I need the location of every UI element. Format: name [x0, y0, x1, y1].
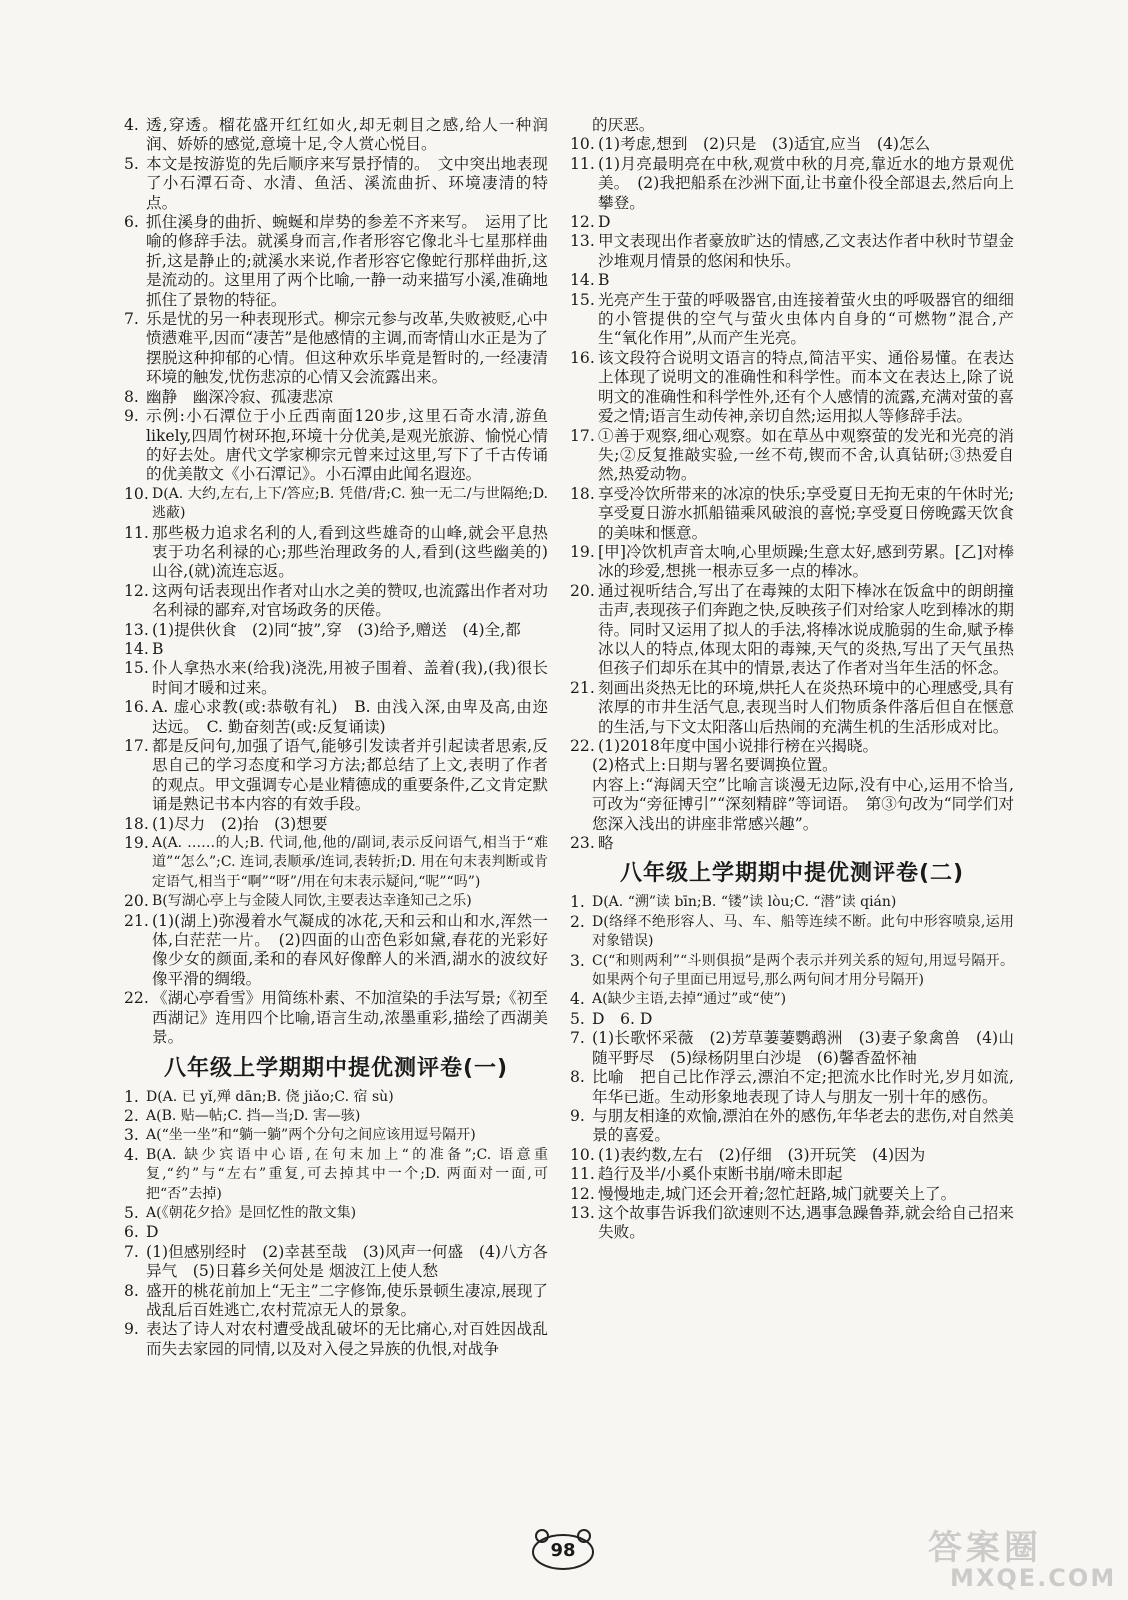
- answer-number: 13.: [570, 1203, 595, 1222]
- answer-number: 22.: [124, 989, 149, 1008]
- left-column: [124, 116, 548, 1359]
- answer-item: [570, 1185, 1014, 1204]
- answer-number: 5.: [570, 1009, 585, 1028]
- answer-item: [570, 349, 1014, 427]
- answer-number: 11.: [570, 1165, 595, 1184]
- answer-text: A(缺少主语,去掉“通过”或“使”): [592, 991, 787, 1008]
- answer-text: C(“和则两利”“斗则俱损”是两个表示并列关系的短句,用逗号隔开。如果两个句子里面已用逗号,那么两句间才用分号隔开): [592, 952, 1014, 989]
- answer-item: [570, 1107, 1014, 1146]
- answer-text: 这个故事告诉我们欲速则不达,遇事急躁鲁莽,就会给自己招来失败。: [598, 1203, 1014, 1242]
- answer-item: [570, 543, 1014, 582]
- answer-item: [570, 291, 1014, 349]
- answer-item: [124, 485, 548, 524]
- answer-number: 9.: [570, 1106, 585, 1125]
- answer-text: ①善于观察,细心观察。如在草丛中观察萤的发光和光亮的消失;②反复推敲实验,一丝不苟,锲而不舍,认真钻研;③热爱自然,热爱动物。: [598, 426, 1014, 484]
- answer-text: (1)但感别经时 (2)幸甚至哉 (3)风声一何盛 (4)八方各异气 (5)日暮乡关何处是 烟波江上使人愁: [146, 1242, 548, 1281]
- answer-text: 那些极力追求名利的人,看到这些雄奇的山峰,就会平息热衷于功名利禄的心;那些治理政务的人,看到(这些幽美的)山谷,(就)流连忘返。: [152, 523, 548, 581]
- answer-item: [570, 271, 1014, 290]
- answer-item: [570, 1068, 1014, 1107]
- answer-text: 比喻 把自己比作浮云,漂泊不定;把流水比作时光,岁月如流,年华已逝。生动形象地表现了诗人与朋友一别十年的感伤。: [592, 1068, 1014, 1106]
- answer-text: 刻画出炎热无比的环境,烘托人在炎热环境中的心理感受,具有浓厚的市井生活气息,表现当时人们物质条件落后但自在惬意的生活,与下文太阳落山后热闹的充满生机的生活形成对比。: [598, 678, 1014, 736]
- answer-number: 20.: [124, 892, 149, 911]
- answer-text: (1)(湖上)弥漫着水气凝成的冰花,天和云和山和水,浑然一体,白茫茫一片。 (2)四面的山峦色彩如黛,春花的光彩好像少女的颜面,柔和的春风好像醉人的米酒,湖水的波纹好像平滑的绸缎。: [152, 911, 548, 988]
- answer-item: [570, 990, 1014, 1009]
- answer-number: 8.: [124, 1281, 139, 1300]
- answer-item: [570, 834, 1014, 853]
- answer-number: 3.: [124, 1126, 139, 1145]
- answer-text: (1)提供伙食 (2)同“披”,穿 (3)给予,赠送 (4)全,都: [152, 620, 521, 639]
- page-number: 98: [550, 1539, 576, 1561]
- answer-text: 幽静 幽深冷寂、孤凄悲凉: [146, 387, 334, 406]
- answer-item: [124, 640, 548, 659]
- answer-item: [124, 892, 548, 911]
- answer-item: [124, 1320, 548, 1359]
- answer-item: [570, 427, 1014, 485]
- answer-text: 慢慢地走,城门还会开着;忽忙赶路,城门就要关上了。: [598, 1184, 957, 1203]
- answer-text: 乐是忧的另一种表现形式。柳宗元参与改革,失败被贬,心中愤懑难平,因而“凄苦”是他感情的主调,而寄情山水正是为了摆脱这种抑郁的心情。但这种欢乐毕竟是暂时的,一经凄清环境的触发,忧伤悲凉的心情又会流露出来。: [146, 310, 548, 387]
- answer-text: (1)尽力 (2)抬 (3)想要: [152, 814, 328, 833]
- answer-item: [124, 213, 548, 310]
- answer-text: 仆人拿热水来(给我)浇洗,用被子围着、盖着(我),(我)很长时间才暖和过来。: [152, 659, 548, 697]
- section-title-midterm-1: 八年级上学期期中提优测评卷(一): [163, 1055, 509, 1081]
- answer-text: D(络绎不绝形容人、马、车、船等连续不断。此句中形容喷泉,运用对象错误): [592, 913, 1014, 950]
- answer-text: 的厌恶。: [592, 116, 655, 134]
- answer-text: 抓住溪身的曲折、蜿蜒和岸势的参差不齐来写。 运用了比喻的修辞手法。就溪身而言,作者形容它像北斗七星那样曲折,这是静止的;就溪水来说,作者形容它像蛇行那样曲折,这是流动的。这里用了两个比喻,一静一动来描写小溪,准确地抓住了景物的特征。: [146, 213, 548, 309]
- answer-item: [570, 679, 1014, 737]
- answer-item: [570, 776, 1014, 834]
- answer-item: [570, 232, 1014, 271]
- answer-item: [570, 155, 1014, 213]
- answer-number: 11.: [124, 523, 149, 542]
- answer-item: [570, 116, 1014, 135]
- answer-number: 2.: [124, 1106, 139, 1125]
- answer-number: 4.: [124, 1145, 139, 1164]
- answer-number: 3.: [570, 951, 585, 970]
- answer-number: 6.: [124, 1223, 139, 1242]
- answer-text: 享受冷饮所带来的冰凉的快乐;享受夏日无拘无束的午休时光;享受夏日游水抓船锚乘风破浪的喜悦;享受夏日傍晚露天饮食的美味和惬意。: [598, 484, 1014, 542]
- answer-item: [570, 1165, 1014, 1184]
- right-column: [570, 116, 1014, 1243]
- answer-item: [124, 912, 548, 990]
- answer-text: [甲]冷饮机声音太响,心里烦躁;生意太好,感到劳累。[乙]对棒冰的珍爱,想挑一根赤豆多一点的棒冰。: [598, 542, 1014, 581]
- answer-number: 12.: [570, 213, 595, 232]
- answer-number: 2.: [570, 912, 585, 931]
- answer-number: 5.: [124, 1203, 139, 1222]
- answer-number: 21.: [124, 911, 149, 930]
- answer-text: 与朋友相逢的欢愉,漂泊在外的感伤,年华老去的悲伤,对自然美景的喜爱。: [592, 1106, 1014, 1145]
- answer-number: 4.: [124, 116, 139, 134]
- answer-text: D: [146, 1223, 159, 1242]
- answer-text: B(写湖心亭上与金陵人同饮,主要表达幸逢知己之乐): [152, 893, 472, 910]
- answer-text: B: [598, 271, 610, 290]
- answer-number: 10.: [570, 1145, 595, 1164]
- answer-text: (1)2018年度中国小说排行榜在兴揭晓。: [598, 737, 879, 755]
- answer-number: 23.: [570, 834, 595, 853]
- answer-item: [570, 135, 1014, 154]
- answer-number: 9.: [124, 407, 139, 426]
- answer-text: 通过视听结合,写出了在毒辣的太阳下棒冰在饭盒中的朗朗撞击声,表现孩子们奔跑之快,反映孩子们对给家人吃到棒冰的期待。同时又运用了拟人的手法,将棒冰说成脆弱的生命,赋予棒冰以人的特点,体现太阳的毒辣,天气的炎热,写出了天气虽热但孩子们却乐在其中的情景,表达了作者对当年生活的怀念。: [598, 581, 1014, 678]
- answer-number: 15.: [124, 659, 149, 678]
- answer-item: [570, 893, 1014, 912]
- answer-number: 12.: [570, 1184, 595, 1203]
- answer-item: [124, 388, 548, 407]
- answer-item: [570, 1010, 1014, 1029]
- answer-number: 13.: [570, 232, 595, 251]
- answer-number: 10.: [570, 135, 595, 154]
- answer-item: [124, 1282, 548, 1321]
- page-number-badge: [528, 1528, 598, 1572]
- answer-number: 10.: [124, 484, 149, 503]
- section-title-midterm-2: 八年级上学期期中提优测评卷(二): [619, 861, 965, 887]
- answer-item: [570, 1146, 1014, 1165]
- midterm-1-answer-list: [124, 1088, 548, 1360]
- answer-item: [570, 485, 1014, 543]
- answer-item: [124, 989, 548, 1047]
- answer-item: [570, 213, 1014, 232]
- midterm-2-answer-list: [570, 893, 1014, 1242]
- answer-number: 7.: [124, 1242, 139, 1261]
- answer-number: 14.: [124, 639, 149, 658]
- answer-item: [570, 1204, 1014, 1243]
- answer-number: 17.: [570, 426, 595, 445]
- answer-number: 16.: [124, 698, 149, 717]
- answer-number: 20.: [570, 581, 595, 600]
- answer-item: [124, 1223, 548, 1242]
- answer-text: D(A. “溯”读 bīn;B. “镂”读 lòu;C. “潜”读 qián): [592, 894, 897, 911]
- answer-number: 7.: [570, 1029, 585, 1048]
- answer-item: [124, 582, 548, 621]
- answer-item: [570, 1029, 1014, 1068]
- answer-number: 19.: [570, 542, 595, 561]
- answer-item: [124, 310, 548, 388]
- answer-item: [124, 1126, 548, 1145]
- answer-number: 13.: [124, 620, 149, 639]
- answer-number: 15.: [570, 290, 595, 309]
- answer-item: [124, 1146, 548, 1204]
- answer-number: 16.: [570, 348, 595, 367]
- answer-item: [570, 756, 1014, 775]
- answer-text: A(A. ……的人;B. 代词,他,他的/副词,表示反问语气,相当于“难道”“怎么”;C. 连词,表顺承/连词,表转折;D. 用在句末表判断或肯定语气,相当于“啊”“呀”/用在句末表示疑问,“呢”“吗”): [152, 835, 548, 890]
- answer-text: 内容上:“海阔天空”比喻言谈漫无边际,没有中心,运用不恰当,可改为“旁征博引”“深刻精辟”等词语。 第③句改为“同学们对您深入浅出的讲座非常感兴趣”。: [592, 775, 1014, 833]
- answer-item: [124, 524, 548, 582]
- answer-text: (2)格式上:日期与署名要调换位置。: [592, 756, 838, 775]
- answer-item: [124, 116, 548, 155]
- answer-item: [570, 582, 1014, 679]
- answer-number: 18.: [570, 484, 595, 503]
- answer-text: 表达了诗人对农村遭受战乱破坏的无比痛心,对百姓因战乱而失去家园的同情,以及对入侵之异族的仇恨,对战争: [146, 1320, 548, 1358]
- answer-item: [124, 834, 548, 892]
- answer-number: 11.: [570, 154, 595, 173]
- answer-text: 趋行及半/小奚仆束断书崩/啼未即起: [598, 1165, 843, 1184]
- answer-number: 8.: [570, 1068, 585, 1087]
- answer-item: [124, 1107, 548, 1126]
- answer-number: 22.: [570, 737, 595, 755]
- answer-text: A(“坐一坐”和“躺一躺”两个分句之间应该用逗号隔开): [146, 1127, 476, 1144]
- answer-item: [124, 737, 548, 815]
- answer-item: [124, 1088, 548, 1107]
- answer-text: 该文段符合说明文语言的特点,简洁平实、通俗易懂。在表达上体现了说明文的准确性和科学性。而本文在表达上,除了说明文的准确性和科学性外,还有个人感情的流露,充满对萤的喜爱之情;语言生动传神,亲切自然;运用拟人等修辞手法。: [598, 348, 1014, 426]
- answer-text: D: [598, 213, 611, 232]
- answer-text: A. 虚心求教(或:恭敬有礼) B. 由浅入深,由卑及高,由迩达远。 C. 勤奋刻苦(或:反复诵读): [152, 698, 548, 736]
- answer-item: [124, 698, 548, 737]
- answer-text: 都是反问句,加强了语气,能够引发读者并引起读者思索,反思自己的学习态度和学习方法;都总结了上文,表明了作者的观点。甲文强调专心是业精德成的重要条件,乙文肯定默诵是熟记书本内容的有效手段。: [152, 737, 548, 814]
- answer-number: 18.: [124, 814, 149, 833]
- answer-text: 光亮产生于萤的呼吸器官,由连接着萤火虫的呼吸器官的细细的小管提供的空气与萤火虫体内自身的“可燃物”混合,产生“氧化作用”,从而产生光亮。: [598, 290, 1014, 348]
- answer-item: [124, 407, 548, 485]
- watermark: [880, 1520, 1120, 1600]
- answer-item: [124, 155, 548, 213]
- answer-text: 透,穿透。榴花盛开红红如火,却无刺目之感,给人一种润润、娇娇的感觉,意境十足,令人赏心悦目。: [146, 116, 548, 154]
- answer-number: 19.: [124, 834, 149, 853]
- answer-number: 4.: [570, 990, 585, 1009]
- answer-text: 示例:小石潭位于小丘西南面120步,这里石奇水清,游鱼likely,四周竹树环抱,环境十分优美,是观光旅游、愉悦心情的好去处。唐代文学家柳宗元曾来过这里,写下了千古传诵的优美散文《小石潭记》。小石潭由此闻名遐迩。: [146, 407, 548, 484]
- answer-number: 14.: [570, 271, 595, 290]
- answer-text: 盛开的桃花前加上“无主”二字修饰,使乐景顿生凄凉,展现了战乱后百姓逃亡,农村荒凉无人的景象。: [146, 1281, 548, 1319]
- answer-text: (1)表约数,左右 (2)仔细 (3)开玩笑 (4)因为: [598, 1145, 926, 1164]
- answer-number: 7.: [124, 310, 139, 329]
- answer-item: [570, 913, 1014, 952]
- answer-text: B(A. 缺少宾语中心语,在句末加上“的准备”;C. 语意重复,“约”与“左右”重复,可去掉其中一个;D. 两面对一面,可把“否”去掉): [146, 1146, 548, 1202]
- answer-number: 8.: [124, 387, 139, 406]
- answer-item: [124, 1243, 548, 1282]
- answer-number: 17.: [124, 737, 149, 755]
- answer-item: [124, 1204, 548, 1223]
- answer-item: [570, 737, 1014, 756]
- answer-item: [570, 952, 1014, 991]
- right-answer-list: [570, 116, 1014, 853]
- answer-number: 6.: [124, 213, 139, 232]
- left-answer-list: [124, 116, 548, 1048]
- answer-text: B: [152, 639, 164, 658]
- answer-item: [124, 621, 548, 640]
- answer-item: [124, 659, 548, 698]
- answer-text: 甲文表现出作者豪放旷达的情感,乙文表达作者中秋时节望金沙堆观月情景的悠闲和快乐。: [598, 232, 1014, 270]
- answer-text: 《湖心亭看雪》用简练朴素、不加渲染的手法写景;《初至西湖记》连用四个比喻,语言生动,浓墨重彩,描绘了西湖美景。: [152, 989, 548, 1047]
- answer-text: D(A. 已 yǐ,殚 dān;B. 侥 jiǎo;C. 宿 sù): [146, 1088, 394, 1105]
- answer-number: 1.: [124, 1087, 139, 1106]
- answer-number: 12.: [124, 581, 149, 600]
- answer-number: 9.: [124, 1320, 139, 1339]
- answer-text: D 6. D: [592, 1009, 653, 1028]
- answer-number: 5.: [124, 154, 139, 173]
- answer-text: 略: [598, 834, 614, 853]
- answer-text: (1)月亮最明亮在中秋,观赏中秋的月亮,靠近水的地方景观优美。 (2)我把船系在沙洲下面,让书童仆役全部退去,然后向上攀登。: [598, 154, 1014, 212]
- answer-text: (1)长歌怀采薇 (2)芳草萋萋鹦鹉洲 (3)妻子象禽兽 (4)山随平野尽 (5)绿杨阴里白沙堤 (6)馨香盈怀袖: [592, 1029, 1014, 1067]
- answer-number: 1.: [570, 893, 585, 912]
- answer-text: D(A. 大约,左右,上下/答应;B. 凭借/背;C. 独一无二/与世隔绝;D. 逃蔽): [152, 485, 548, 522]
- answer-text: 这两句话表现出作者对山水之美的赞叹,也流露出作者对功名利禄的鄙弃,对官场政务的厌倦。: [152, 581, 548, 620]
- answer-text: 本文是按游览的先后顺序来写景抒情的。 文中突出地表现了小石潭石奇、水清、鱼活、溪流曲折、环境凄清的特点。: [146, 154, 548, 212]
- answer-text: (1)考虑,想到 (2)只是 (3)适宜,应当 (4)怎么: [598, 135, 931, 154]
- answer-text: A(B. 贴—帖;C. 挡—当;D. 害—骇): [146, 1107, 361, 1124]
- watermark-site-text: MXQE.COM: [950, 1564, 1117, 1592]
- watermark-logo-text: 答案圈: [928, 1528, 1042, 1568]
- answer-text: A(《朝花夕拾》是回忆性的散文集): [146, 1204, 357, 1221]
- answer-number: 21.: [570, 678, 595, 697]
- answer-item: [124, 815, 548, 834]
